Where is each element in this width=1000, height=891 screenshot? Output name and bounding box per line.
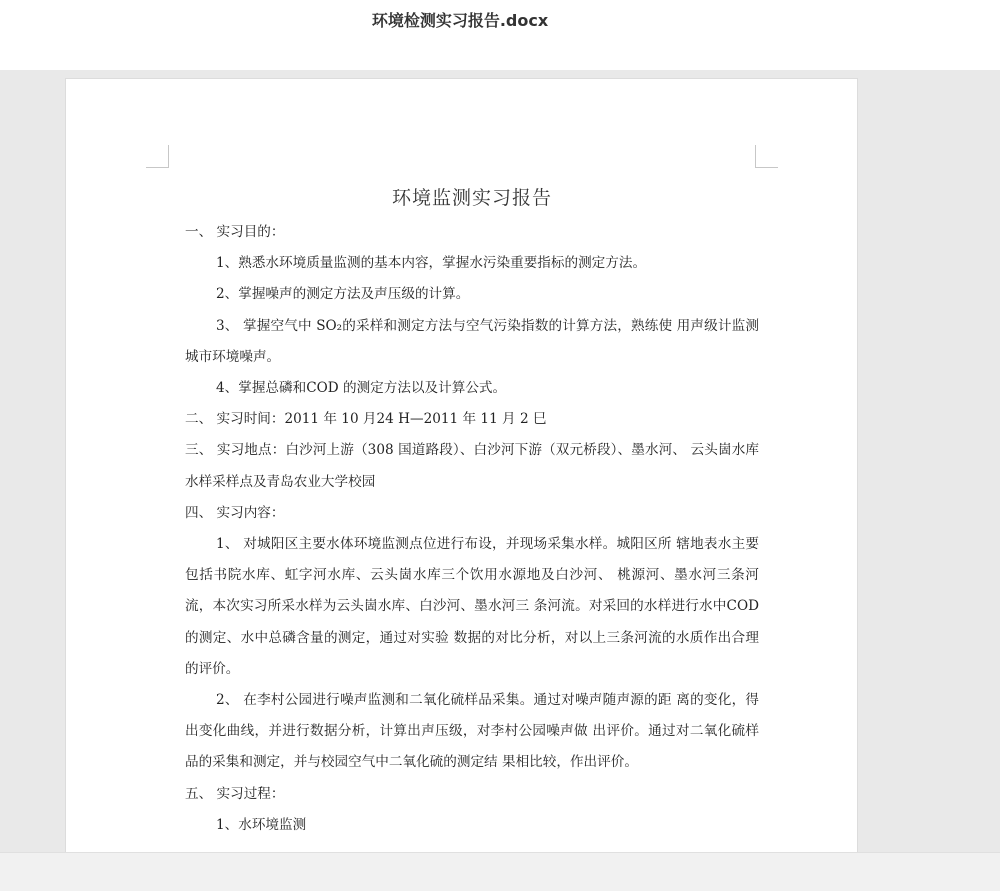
report-title: 环境监测实习报告 bbox=[391, 187, 552, 209]
section-heading-time: 二、 实习时间：2011 年 10 月24 H—2011 年 11 月 2 巳 bbox=[185, 411, 547, 428]
section-heading-location: 三、 实习地点：白沙河上游（308 国道路段）、白沙河下游（双元桥段）、墨水河、 云头崮水库水样采样点及青岛农业大学校园 bbox=[185, 442, 759, 490]
section-heading-purpose: 一、 实习目的： bbox=[185, 224, 285, 240]
top-bar bbox=[0, 0, 1000, 70]
page-content bbox=[185, 183, 759, 841]
content-item-2: 2、 在李村公园进行噪声监测和二氧化硫样品采集。通过对噪声随声源的距 离的变化，得出变化曲线，并进行数据分析，计算出声压级，对李村公园噪声做 出评价。通过对二氧化硫样品的采集和测定，并与校园空气中二氧化硫的测定结 果相比较，作出评价。 bbox=[185, 692, 759, 771]
margin-corner-mark-right bbox=[755, 145, 778, 168]
process-item-1: 1、水环境监测 bbox=[216, 816, 307, 833]
section-heading-content: 四、 实习内容： bbox=[185, 504, 285, 521]
purpose-item-1: 1、熟悉水环境质量监测的基本内容，掌握水污染重要指标的测定方法。 bbox=[216, 255, 647, 272]
bottom-bar bbox=[0, 852, 1000, 891]
purpose-item-4: 4、掌握总磷和COD 的测定方法以及计算公式。 bbox=[216, 380, 507, 397]
purpose-item-3: 3、 掌握空气中 SO₂的采样和测定方法与空气污染指数的计算方法，熟练使 用声级计监测城市环境噪声。 bbox=[185, 317, 759, 365]
purpose-item-2: 2、掌握噪声的测定方法及声压级的计算。 bbox=[216, 286, 470, 303]
margin-corner-mark-left bbox=[146, 145, 169, 168]
content-item-1: 1、 对城阳区主要水体环境监测点位进行布设，并现场采集水样。城阳区所 辖地表水主要包括书院水库、虹字河水库、云头崮水库三个饮用水源地及白沙河、 桃源河、墨水河三条河流，本次实习所采水样为云头崮水库、白沙河、墨水河三 条河流。对采回的水样进行水中COD 的测定、水中总磷含量的测定，通过对实验 数据的对比分析，对以上三条河流的水质作出合理的评价。 bbox=[185, 536, 759, 677]
document-file-name: 环境检测实习报告.docx bbox=[371, 11, 549, 30]
section-heading-process: 五、 实习过程： bbox=[185, 785, 285, 802]
document-viewer[interactable] bbox=[0, 70, 1000, 852]
document-page bbox=[65, 78, 858, 852]
